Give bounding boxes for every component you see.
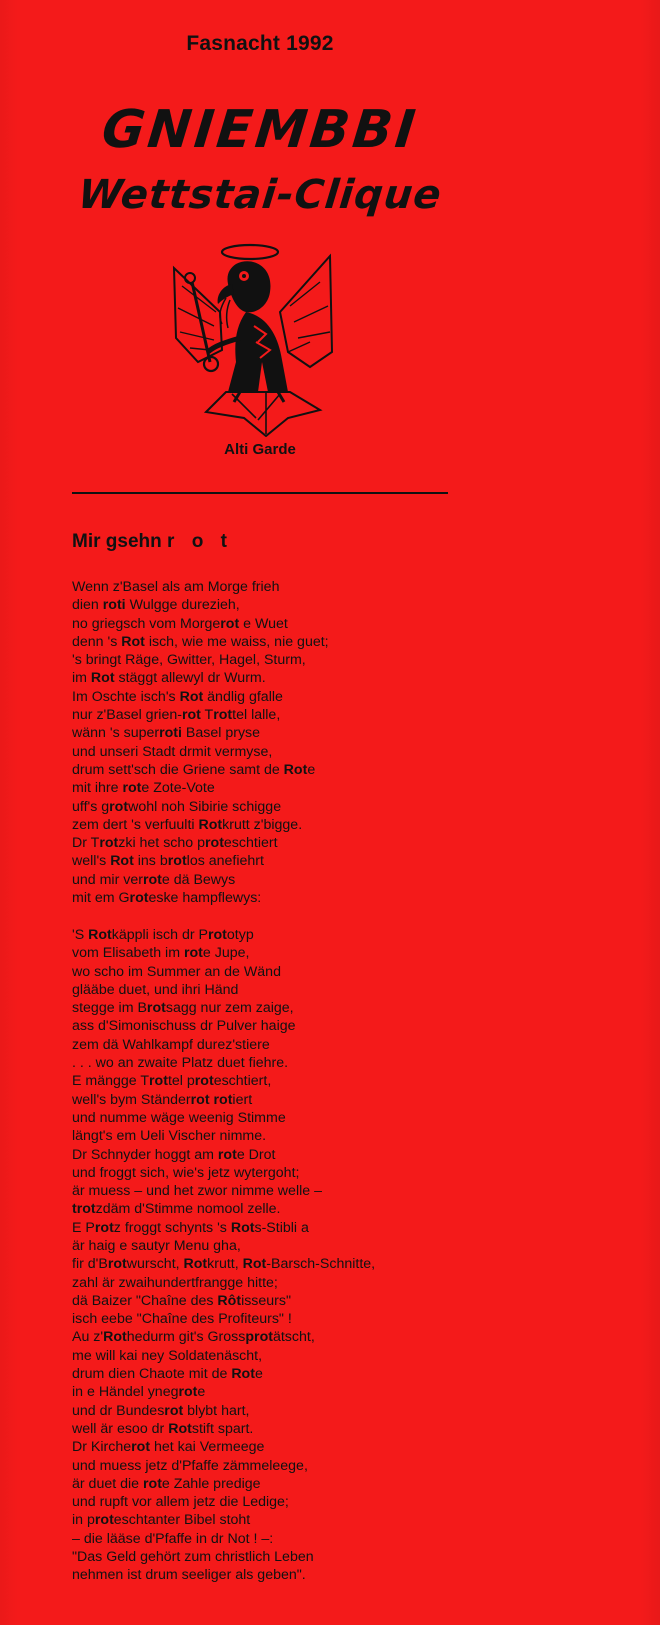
highlighted-rot-word: rot: [109, 798, 129, 815]
poem-text: wurscht,: [126, 1256, 184, 1273]
poem-line: [72, 633, 632, 651]
highlighted-rot-word: rot: [99, 835, 119, 852]
highlighted-rot-word: rot: [194, 1073, 214, 1090]
poem-text: mit ihre: [72, 780, 123, 797]
poem-text: e Drot: [236, 1146, 276, 1163]
poem-text: ins b: [133, 853, 168, 870]
highlighted-rot-word: rot: [220, 615, 240, 632]
poem-title: [72, 531, 233, 553]
poem-line: [72, 834, 632, 852]
poem-text: und numme wäge weenig Stimme: [72, 1109, 286, 1126]
poem-line: [72, 944, 632, 962]
poem-text: het kai Vermeege: [150, 1439, 265, 1456]
highlighted-rot-word: rot: [149, 1073, 168, 1090]
poem-text: krutt z'bigge.: [222, 816, 303, 833]
poem-text: tel p: [167, 1073, 195, 1090]
highlighted-rot-word: Rot: [103, 1329, 127, 1346]
poem-line: [72, 1200, 632, 1218]
poem-text: s-Stibli a: [254, 1219, 309, 1236]
highlighted-rot-word: Rot: [198, 816, 223, 833]
poem-text: und froggt sich, wie's jetz wytergoht;: [72, 1164, 300, 1181]
poem-text: in p: [72, 1512, 95, 1529]
poem-text: hedurm git's Gross: [126, 1329, 246, 1346]
poem-text: . . . wo an zwaite Platz duet fiehre.: [72, 1055, 289, 1072]
highlighted-rot-word: rot: [164, 1402, 184, 1419]
poem-line: [72, 1237, 632, 1255]
poem-text: -Barsch-Schnitte,: [266, 1256, 376, 1273]
poem-text: Au z': [72, 1329, 104, 1346]
poem-text: nur z'Basel grien-: [72, 707, 182, 724]
poem-text: e dä Bewys: [161, 871, 236, 888]
poem-line: [72, 1219, 632, 1237]
highlighted-rot-word: rot: [178, 1384, 198, 1401]
poem-text: zki het scho p: [118, 835, 205, 852]
poem-text: glääbe duet, und ihri Händ: [72, 981, 239, 998]
highlighted-rot-word: roti: [159, 725, 182, 742]
poem-title-prefix: Mir gsehn: [72, 531, 162, 552]
highlighted-rot-word: rot: [217, 1146, 237, 1163]
highlighted-rot-word: rot: [122, 780, 142, 797]
poem-text: isch, wie me waiss, nie guet;: [144, 633, 329, 650]
highlighted-rot-word: prot: [245, 1329, 273, 1346]
poem-line: [72, 706, 632, 724]
poem-text: isseurs": [241, 1292, 292, 1309]
highlighted-rot-word: Rot: [110, 853, 134, 870]
poem-line: [72, 669, 632, 687]
highlighted-rot-word: rot: [94, 1219, 114, 1236]
highlighted-rot-word: rot: [167, 853, 187, 870]
highlighted-rot-word: rot: [213, 707, 233, 724]
poem-line: [72, 743, 632, 761]
poem-text: zahl är zwaihundertfrangge hitte;: [72, 1274, 278, 1291]
highlighted-rot-word: Rot: [179, 688, 204, 705]
highlighted-rot-word: rot: [205, 835, 224, 852]
poem-text: "Das Geld gehört zum christlich Leben: [72, 1549, 314, 1566]
poem-text: no griegsch vom Morge: [72, 615, 221, 632]
highlighted-rot-word: rot: [131, 1439, 151, 1456]
poem-text: wo scho im Summer an de Wänd: [72, 963, 281, 980]
poem-text: in e Händel yneg: [72, 1384, 179, 1401]
highlighted-rot-word: Rot: [242, 1256, 267, 1273]
highlighted-rot-word: rot: [213, 1091, 233, 1108]
poem-line: [72, 926, 632, 944]
poem-line: [72, 1420, 632, 1438]
poem-line: [72, 1164, 632, 1182]
poem-text: drum dien Chaote mit de: [72, 1366, 232, 1383]
poem-text: Im Oschte isch's: [72, 688, 180, 705]
poem-text: fir d'B: [72, 1256, 108, 1273]
highlighted-rot-word: Rot: [88, 926, 112, 943]
poem-text: zdäm d'Stimme nomool zelle.: [95, 1201, 281, 1218]
poem-line: [72, 1310, 632, 1328]
poem-line: [72, 615, 632, 633]
poem-text: e Zote-Vote: [141, 780, 215, 797]
highlighted-rot-word: Rot: [121, 633, 145, 650]
poem-text: e Jupe,: [202, 945, 250, 962]
poem-text: mit em G: [72, 890, 130, 907]
highlighted-rot-word: rot: [183, 945, 203, 962]
poem-line: [72, 1127, 632, 1145]
clique-subname: Wettstai-Clique: [75, 172, 445, 218]
poem-text: los anefiehrt: [186, 853, 264, 870]
poem-text: är muess – und het zwor nimme welle –: [72, 1183, 322, 1200]
poem-line: [72, 1475, 632, 1493]
poem-line: [72, 1365, 632, 1383]
poem-text: und muess jetz d'Pfaffe zämmeleege,: [72, 1457, 308, 1474]
poem-line: [72, 1493, 632, 1511]
poem-text: 'S: [72, 926, 89, 943]
poem-line: [72, 1017, 632, 1035]
clique-name: GNIEMBBI: [99, 100, 421, 160]
poem-text: stegge im B: [72, 1000, 147, 1017]
poem-line: [72, 596, 632, 614]
poem-text: isch eebe "Chaîne des Profiteurs" !: [72, 1311, 292, 1328]
poem-text: E mängge T: [72, 1073, 150, 1090]
poem-text: und unseri Stadt drmit vermyse,: [72, 743, 273, 760]
highlighted-rot-word: trot: [72, 1201, 96, 1218]
poem-line: [72, 1292, 632, 1310]
poem-text: är duet die: [72, 1475, 143, 1492]
poem-text: otyp: [226, 926, 254, 943]
poem-text: nehmen ist drum seeliger als geben".: [72, 1567, 306, 1584]
poem-text: ass d'Simonischuss dr Pulver haige: [72, 1018, 296, 1035]
poem-line: [72, 1383, 632, 1401]
poem-text: eschtanter Bibel stoht: [113, 1512, 251, 1529]
highlighted-rot-word: Rot: [231, 1366, 255, 1383]
poem-text: eschtiert,: [213, 1073, 272, 1090]
poem-line: [72, 651, 632, 669]
poem-title-spaced: r o t: [167, 531, 233, 552]
poem-text: eschtiert: [223, 835, 278, 852]
poem-text: iert: [232, 1091, 253, 1108]
poem-text: stift spart.: [191, 1420, 254, 1437]
poem-text: e: [197, 1384, 206, 1401]
highlighted-rot-word: Rot: [90, 670, 115, 687]
highlighted-rot-word: rot: [129, 890, 149, 907]
poem-line: [72, 1402, 632, 1420]
poem-line: [72, 963, 632, 981]
poem-text: dä Baizer "Chaîne des: [72, 1292, 218, 1309]
poem-text: well's bym Ständer: [72, 1091, 191, 1108]
poem-text: – die lääse d'Pfaffe in dr Not ! –:: [72, 1530, 274, 1547]
poem-text: sagg nur zem zaige,: [165, 1000, 294, 1017]
highlighted-rot-word: rot: [181, 707, 201, 724]
poem-line: [72, 1146, 632, 1164]
poem-text: 's bringt Räge, Gwitter, Hagel, Sturm,: [72, 652, 306, 669]
poem-text: wohl noh Sibirie schigge: [128, 798, 282, 815]
highlighted-rot-word: Rot: [230, 1219, 255, 1236]
poem-line: [72, 1566, 632, 1584]
poem-line: [72, 1438, 632, 1456]
section-divider: [72, 492, 448, 494]
poem-text: dien: [72, 597, 103, 614]
poem-line: [72, 779, 632, 797]
poem-text: T: [200, 707, 214, 724]
highlighted-rot-word: rot: [94, 1512, 114, 1529]
poem-text: eske hampflewys:: [148, 890, 262, 907]
poem-line: [72, 1054, 632, 1072]
poem-text: und mir ver: [72, 871, 143, 888]
poem-text: uff's g: [72, 798, 110, 815]
highlighted-rot-word: rot: [146, 1000, 166, 1017]
poem-text: käppli isch dr P: [111, 926, 208, 943]
poem-line: [72, 761, 632, 779]
poem-line: [72, 889, 632, 907]
highlighted-rot-word: rot: [142, 871, 162, 888]
poem-text: e Zahle predige: [161, 1475, 261, 1492]
poem-text: und rupft vor allem jetz die Ledige;: [72, 1494, 289, 1511]
poem-text: drum sett'sch die Griene samt de: [72, 761, 284, 778]
poem-text: stäggt allewyl dr Wurm.: [114, 670, 266, 687]
poem-line: [72, 1109, 632, 1127]
poem-line: [72, 871, 632, 889]
poem-line: [72, 981, 632, 999]
poem-text: me will kai ney Soldatenäscht,: [72, 1347, 263, 1364]
poem-line: [72, 1328, 632, 1346]
poem-text: Dr Schnyder hoggt am: [72, 1146, 218, 1163]
poem-text: Wulgge durezieh,: [125, 597, 240, 614]
poem-line: [72, 1182, 632, 1200]
poem-line: [72, 798, 632, 816]
poem-text: längt's em Ueli Vischer nimme.: [72, 1128, 267, 1145]
poem-text: krutt,: [207, 1256, 243, 1273]
stanza-gap: [72, 907, 632, 926]
poem-line: [72, 724, 632, 742]
poem-text: ändlig gfalle: [203, 688, 283, 705]
poem-line: [72, 1274, 632, 1292]
poem-line: [72, 816, 632, 834]
poem-text: Dr T: [72, 835, 100, 852]
group-subtitle: Alti Garde: [224, 441, 296, 458]
poem-text: är haig e sautyr Menu gha,: [72, 1237, 241, 1254]
event-title: Fasnacht 1992: [186, 32, 334, 55]
poem-text: blybt hart,: [183, 1402, 250, 1419]
highlighted-rot-word: Rôt: [217, 1292, 242, 1309]
poem-line: [72, 1255, 632, 1273]
poem-text: z froggt schynts 's: [113, 1219, 231, 1236]
poem-text: wänn 's super: [72, 725, 160, 742]
poem-line: [72, 578, 632, 596]
poem-line: [72, 1091, 632, 1109]
highlighted-rot-word: rot: [143, 1475, 162, 1492]
highlighted-rot-word: rot: [190, 1091, 210, 1108]
poem-line: [72, 852, 632, 870]
poem-text: denn 's: [72, 633, 122, 650]
poem-text: well är esoo dr: [72, 1420, 169, 1437]
poem-line: [72, 1457, 632, 1475]
poem-line: [72, 999, 632, 1017]
poem-text: Dr Kirche: [72, 1439, 132, 1456]
poem-body: [72, 578, 632, 1585]
highlighted-rot-word: rot: [107, 1256, 127, 1273]
poem-text: tel lalle,: [232, 707, 281, 724]
poem-text: ätscht,: [272, 1329, 315, 1346]
poem-text: vom Elisabeth im: [72, 945, 184, 962]
highlighted-rot-word: Rot: [283, 761, 308, 778]
poem-text: e Wuet: [239, 615, 288, 632]
poem-line: [72, 1347, 632, 1365]
poem-text: zem dä Wahlkampf durez'stiere: [72, 1036, 270, 1053]
waggis-mascot-illustration: [170, 242, 350, 437]
poem-text: e: [254, 1366, 263, 1383]
poem-line: [72, 1036, 632, 1054]
poem-line: [72, 1511, 632, 1529]
poem-line: [72, 1530, 632, 1548]
highlighted-rot-word: Rot: [183, 1256, 208, 1273]
poem-text: zem dert 's verfuulti: [72, 816, 199, 833]
poem-line: [72, 1072, 632, 1090]
poem-text: im: [72, 670, 91, 687]
poem-text: und dr Bundes: [72, 1402, 165, 1419]
poem-text: E P: [72, 1219, 95, 1236]
poem-text: well's: [72, 853, 111, 870]
poem-text: Wenn z'Basel als am Morge frieh: [72, 579, 280, 595]
highlighted-rot-word: roti: [102, 597, 126, 614]
poem-text: e: [307, 761, 316, 778]
highlighted-rot-word: Rot: [168, 1420, 192, 1437]
highlighted-rot-word: rot: [207, 926, 227, 943]
poem-line: [72, 688, 632, 706]
poem-text: Basel pryse: [181, 725, 261, 742]
poem-line: [72, 1548, 632, 1566]
